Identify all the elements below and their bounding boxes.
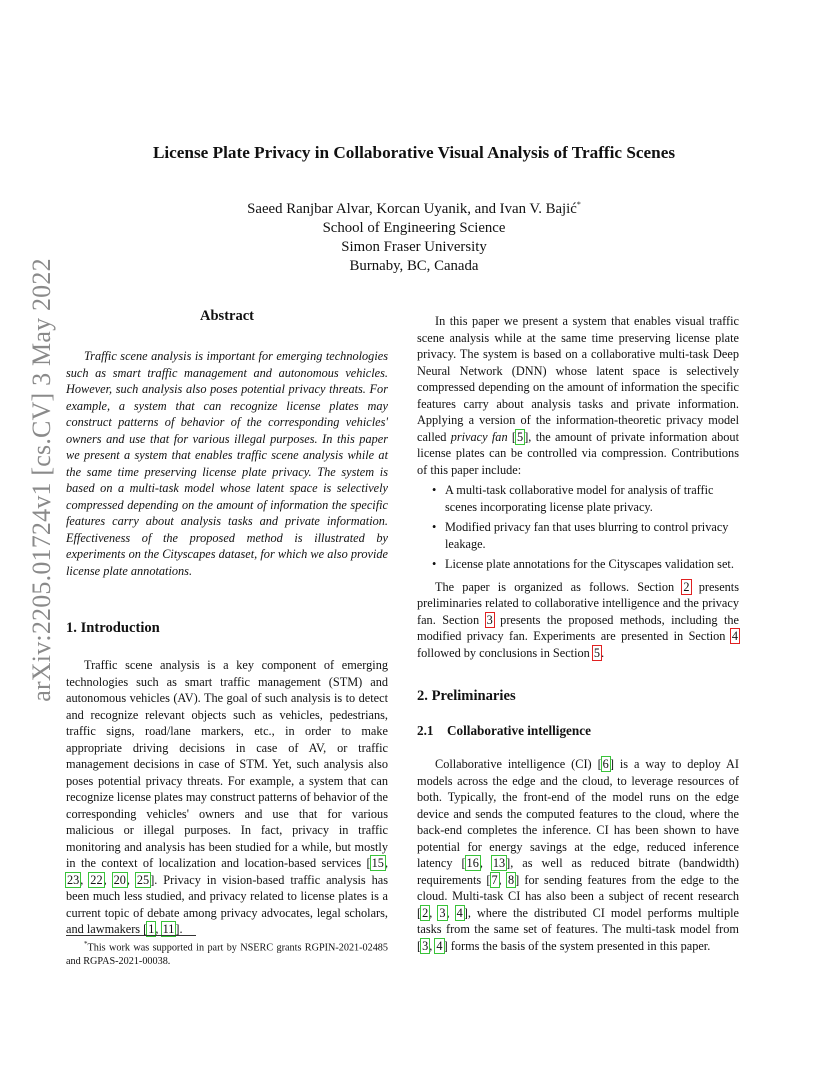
citation-link[interactable]: 7 [491,872,498,887]
section-link[interactable]: 4 [731,629,738,643]
footnote-rule [66,935,196,936]
citation-link[interactable]: 20 [113,872,126,887]
citation-link[interactable]: 11 [162,922,175,936]
affiliation-location: Burnaby, BC, Canada [349,257,479,274]
list-item: • Modified privacy fan that uses blurring to control privacy leakage. [445,519,739,552]
right-column [417,313,739,661]
citation-link[interactable]: 5 [517,429,524,444]
contribution-list [417,482,739,573]
citation-link[interactable]: 16 [466,856,479,870]
citation-link[interactable]: 8 [507,872,515,887]
contribution-paragraph: In this paper we present a system that enables visual traffic scene analysis while at the same time preserving license plate privacy. The system is based on a collaborative multi-task Deep Neural Network (DNN) whose latent space is selectively compressed depending on the amount of information the specific features carry about analysis tasks and private information. Applying a version of the information-theoretic privacy model called privacy fan [5], the amount of private information about license plates can be controlled via compression. Contributions of this paper include: [417,314,739,477]
citation-link[interactable]: 1 [148,922,155,936]
citation-link[interactable]: 25 [136,872,150,887]
citation-link[interactable]: 23 [67,872,80,887]
footnote: *This work was supported in part by NSERC grants RGPIN-2021-02485 and RGPAS-2021-00038. [66,940,388,968]
abstract-text: Traffic scene analysis is important for emerging technologies such as smart traffic management and autonomous vehicles. However, such analysis also poses potential privacy threats. For example, a system that can recognize license plates may construct patterns of behavior of the corresponding vehicles' owners and use that for various illegal purposes. In this paper we present a system that enables traffic scene analysis while at the same time preserving license plate privacy. The system is based on a multi-task model whose latent space is selectively compressed depending on the amount of information the specific features carry about analysis tasks and private information. Effectiveness of the proposed method is illustrated by experiments on the Cityscapes dataset, for which we also provide license plate annotations. [66,349,388,578]
footnote-mark: * [84,940,88,948]
citation-link[interactable]: 15 [371,856,384,870]
collaborative-intelligence-heading: 2.1 Collaborative intelligence [417,723,591,738]
introduction-paragraph: Traffic scene analysis is a key component of emerging technologies such as smart traffic management (STM) and autonomous vehicles (AV). The goal of such analysis is to detect and recognize relevant objects such as vehicles, pedestrians, traffic signs, road/lane markers, etc., in order to make appropriate driving decisions in case of AV, or traffic management decisions in case of STM. Yet, such analysis also poses potential privacy threats. For example, a system that can recognize license plates may construct patterns of behavior of the corresponding vehicles' owners and use that for various malicious or illegal purposes. In fact, privacy in traffic monitoring and analysis has been studied for a while, but mostly in the context of localization and location-based services [15, 23, 22, 20, 25]. Privacy in vision-based traffic analysis has been much less studied, and privacy related to license plates is a current topic of debate among privacy advocates, legal scholars, and lawmakers [1, 11]. [66,658,389,936]
citation-link[interactable]: 6 [602,757,609,771]
section-link[interactable]: 3 [486,612,493,627]
introduction-heading: 1. Introduction [66,620,160,636]
abstract-heading: Abstract [200,308,254,324]
section-link[interactable]: 2 [683,579,690,594]
affiliation-school: School of Engineering Science [322,219,506,236]
citation-link[interactable]: 2 [422,905,429,920]
citation-link[interactable]: 3 [439,905,446,920]
list-item: • A multi-task collaborative model for analysis of traffic scenes incorporating license plate privacy. [445,482,739,515]
ci-paragraph: Collaborative intelligence (CI) [6] is a way to deploy AI models across the edge and the cloud, to leverage resources of both. Typically, the front-end of the model runs on the edge device and sends the computed features to the cloud, where the back-end completes the inference. CI has been shown to have potential for energy savings at the edge, reduced inference latency [16, 13], as well as reduced bitrate (bandwidth) requirements [7, 8] for sending features from the edge to the cloud. Multi-task CI has also been a subject of recent research [2, 3, 4], where the distributed CI model performs multiple tasks from the same set of features. The multi-task model from [3, 4] forms the basis of the system presented in this paper. [417,757,740,953]
paper-title: License Plate Privacy in Collaborative Visual Analysis of Traffic Scenes [152,143,676,162]
citation-link[interactable]: 3 [422,938,429,953]
arxiv-identifier: arXiv:2205.01724v1 [cs.CV] 3 May 2022 [27,258,56,702]
section-link[interactable]: 5 [593,645,601,660]
citation-link[interactable]: 22 [90,872,103,887]
collaborative-intelligence-body [417,756,739,954]
citation-link[interactable]: 4 [456,905,463,920]
introduction-body [66,657,388,938]
author-block [160,195,668,276]
list-item: • License plate annotations for the Cityscapes validation set. [445,556,739,573]
affiliation-university: Simon Fraser University [341,238,487,255]
citation-link[interactable]: 4 [436,938,443,953]
preliminaries-heading: 2. Preliminaries [417,688,516,704]
citation-link[interactable]: 13 [492,856,506,870]
author-footnote-mark: * [576,200,581,209]
author-names: Saeed Ranjbar Alvar, Korcan Uyanik, and Ivan V. Bajić* [247,200,581,217]
organization-paragraph: The paper is organized as follows. Section 2 presents preliminaries related to collaborative intelligence and the privacy fan. Section 3 presents the proposed methods, including the modified privacy fan. Experiments are presented in Section 4 followed by conclusions in Section 5. [417,579,739,660]
